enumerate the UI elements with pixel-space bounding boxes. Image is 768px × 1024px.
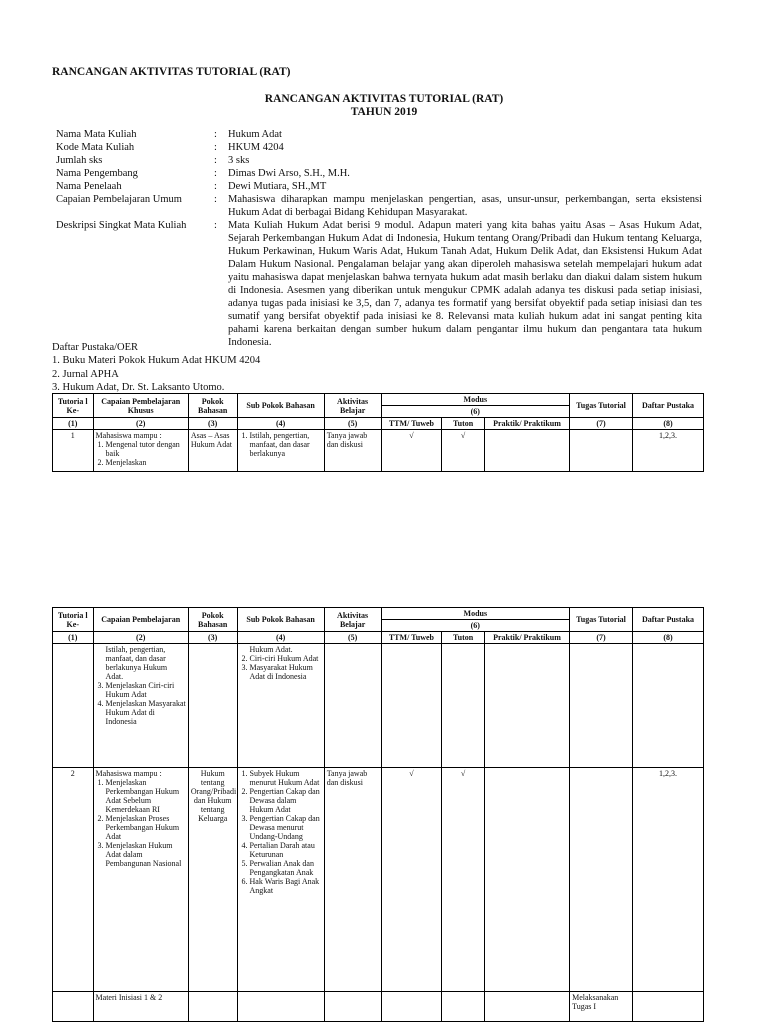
meta-value-description: Mata Kuliah Hukum Adat berisi 9 modul. Adapun materi yang kita bahas yaitu Asas – Asas Hukum Adat, Sejarah Perkembangan Hukum Adat di Indonesia, Hukum tentang Orang/Pribadi dan Hukum tentang Keluarga, Hukum Perkawinan, Hukum Waris Adat, Hukum Tanah Adat, Hukum Delik Adat, dan Eksistensi Hukum Adat Dalam Hukum Nasional. Pengalaman belajar yang akan diperoleh mahasiswa setelah mempelajari hukum adat yaitu mahasiswa dapat menjelaskan bahwa ternyata hukum adat masih berlaku dan diakui dalam sistem hukum di Indonesia. Asesmen yang diberikan untuk mengukur CPMK adalah adanya tes diskusi pada setiap inisiasi, adanya tugas pada inisiasi ke 3,5, dan 7, adanya tes formatif yang bersifat obyektif pada setiap inisiasi dan tes sumatif yang bersifat obyektif pada inisiasi ke 8. Relevansi mata kuliah hukum adat ini sangat penting kita pahami karena berkaitan dengan sumber hukum dalam pengantar ilmu hukum dan pengantara tata hukum Indonesia. — [228, 220, 702, 348]
col-num: (1) — [53, 418, 94, 430]
header-aktivitas: Aktivitas Belajar — [324, 394, 381, 418]
col-num: (1) — [53, 632, 94, 644]
col-num: (5) — [324, 632, 381, 644]
header-tuton: Tuton — [442, 632, 485, 644]
header-modus — [381, 394, 570, 406]
cell-pustaka — [632, 992, 703, 1022]
capaian-item: 2. Menjelaskan Proses Perkembangan Hukum Adat — [106, 814, 186, 841]
header-capaian: Capaian Pembelajaran Khusus — [93, 394, 188, 418]
meta-value-reviewer: Dewi Mutiara, SH.,MT — [228, 181, 327, 192]
meta-label-course-name: Nama Mata Kuliah — [56, 129, 137, 140]
meta-label-description: Deskripsi Singkat Mata Kuliah — [56, 220, 187, 231]
cell-aktivitas — [324, 644, 381, 768]
capaian-intro: Mahasiswa mampu : — [95, 769, 162, 778]
sub-pokok-item: 3. Masyarakat Hukum Adat di Indonesia — [250, 663, 322, 681]
header-modus-label: Modus — [463, 395, 488, 404]
col-num: (3) — [188, 632, 237, 644]
sub-pokok-item: 2. Pengertian Cakap dan Dewasa dalam Hukum Adat — [250, 787, 322, 814]
cell-ttm — [381, 644, 442, 768]
sub-pokok-item: 1. Istilah, pengertian, manfaat, dan dasar berlakunya — [250, 431, 322, 458]
cell-sub-pokok — [237, 768, 324, 992]
cell-ttm — [381, 992, 442, 1022]
rat-table-page1 — [52, 393, 704, 472]
header-pokok: Pokok Bahasan — [188, 608, 237, 632]
cell-pokok — [188, 644, 237, 768]
cell-tuton — [442, 992, 485, 1022]
cell-sub-pokok — [237, 644, 324, 768]
col-num: (5) — [324, 418, 381, 430]
cell-tutorial-no — [53, 992, 94, 1022]
cell-aktivitas — [324, 992, 381, 1022]
header-praktik: Praktik/ Praktikum — [484, 632, 569, 644]
cell-pustaka — [632, 644, 703, 768]
cell-aktivitas: Tanya jawab dan diskusi — [324, 768, 381, 992]
meta-value-course-code: HKUM 4204 — [228, 142, 284, 153]
meta-colon: : — [214, 168, 217, 179]
cell-tuton-check: √ — [442, 768, 485, 992]
cell-pokok — [188, 992, 237, 1022]
sub-pokok-item: 2. Ciri-ciri Hukum Adat — [250, 654, 322, 663]
cell-capaian — [93, 644, 188, 768]
header-tutorial: Tutoria l Ke- — [53, 608, 94, 632]
cell-sub-pokok — [237, 430, 324, 472]
meta-value-developer: Dimas Dwi Arso, S.H., M.H. — [228, 168, 350, 179]
reference-item: 1. Buku Materi Pokok Hukum Adat HKUM 4204 — [52, 355, 261, 366]
reference-item: 2. Jurnal APHA — [52, 368, 119, 380]
cell-capaian — [93, 768, 188, 992]
cell-aktivitas: Tanya jawab dan diskusi — [324, 430, 381, 472]
header-praktik: Praktik/ Praktikum — [484, 418, 569, 430]
meta-label-course-code: Kode Mata Kuliah — [56, 142, 135, 153]
cell-capaian: Materi Inisiasi 1 & 2 — [93, 992, 188, 1022]
header-tugas: Tugas Tutorial — [570, 608, 633, 632]
meta-label-developer: Nama Pengembang — [56, 168, 138, 179]
header-tutorial: Tutoria l Ke- — [53, 394, 94, 418]
col-num: (7) — [570, 418, 633, 430]
reference-item: 3. Hukum Adat, Dr. St. Laksanto Utomo. — [52, 382, 225, 393]
capaian-item: 3. Menjelaskan Ciri-ciri Hukum Adat — [106, 681, 186, 699]
table-row — [53, 430, 704, 472]
capaian-item: 3. Menjelaskan Hukum Adat dalam Pembangunan Nasional — [106, 841, 186, 868]
col-num: (7) — [570, 632, 633, 644]
header-tuton: Tuton — [442, 418, 485, 430]
cell-sub-pokok — [237, 992, 324, 1022]
meta-label-reviewer: Nama Penelaah — [56, 181, 122, 192]
cell-tutorial-no: 2 — [53, 768, 94, 992]
capaian-intro: Mahasiswa mampu : — [95, 431, 162, 440]
meta-value-credits: 3 sks — [228, 155, 250, 166]
meta-colon: : — [214, 181, 217, 192]
cell-ttm-check: √ — [381, 430, 442, 472]
col-num: (2) — [93, 418, 188, 430]
header-capaian: Capaian Pembelajaran — [93, 608, 188, 632]
col-num: (8) — [632, 632, 703, 644]
page-subtitle-year: TAHUN 2019 — [350, 106, 418, 118]
meta-label-credits: Jumlah sks — [56, 155, 103, 166]
cell-tutorial-no — [53, 644, 94, 768]
meta-colon: : — [214, 220, 217, 231]
cell-pustaka: 1,2,3. — [632, 768, 703, 992]
cell-ttm-check: √ — [381, 768, 442, 992]
cell-praktik — [484, 768, 569, 992]
header-sub-pokok: Sub Pokok Bahasan — [237, 394, 324, 418]
cell-praktik — [484, 644, 569, 768]
header-aktivitas: Aktivitas Belajar — [324, 608, 381, 632]
cell-pokok: Asas – Asas Hukum Adat — [188, 430, 237, 472]
table-row — [53, 992, 704, 1022]
table-row — [53, 768, 704, 992]
cell-pokok: Hukum tentang Orang/Pribadi dan Hukum tentang Keluarga — [188, 768, 237, 992]
cell-praktik — [484, 992, 569, 1022]
meta-value-course-name: Hukum Adat — [228, 129, 282, 140]
page-title: RANCANGAN AKTIVITAS TUTORIAL (RAT) — [264, 93, 504, 105]
cell-tugas — [570, 768, 633, 992]
sub-pokok-item: 6. Hak Waris Bagi Anak Angkat — [250, 877, 322, 895]
sub-pokok-continued-text: Hukum Adat. — [249, 645, 293, 654]
sub-pokok-item: 3. Pengertian Cakap dan Dewasa menurut Undang-Undang — [250, 814, 322, 841]
header-daftar: Daftar Pustaka — [632, 394, 703, 418]
col-num: (3) — [188, 418, 237, 430]
cell-capaian — [93, 430, 188, 472]
capaian-continued-text: Istilah, pengertian, manfaat, dan dasar berlakunya Hukum Adat. — [105, 645, 168, 681]
col-num: (8) — [632, 418, 703, 430]
meta-colon: : — [214, 194, 217, 205]
cell-tugas: Melaksanakan Tugas I — [570, 992, 633, 1022]
header-sub-pokok: Sub Pokok Bahasan — [237, 608, 324, 632]
meta-value-general-outcome: Mahasiswa diharapkan mampu menjelaskan pengertian, asas, unsur-unsur, perkembangan, serta eksistensi Hukum Adat di berbagai Bidang Kehidupan Masyarakat. — [228, 194, 702, 218]
header-daftar: Daftar Pustaka — [632, 608, 703, 632]
cell-pustaka: 1,2,3. — [632, 430, 703, 472]
col-num: (4) — [237, 418, 324, 430]
capaian-item: 2. Menjelaskan — [106, 458, 186, 467]
capaian-item: 4. Menjelaskan Masyarakat Hukum Adat di Indonesia — [106, 699, 186, 726]
cell-tugas — [570, 644, 633, 768]
sub-pokok-item: 5. Perwalian Anak dan Pengangkatan Anak — [250, 859, 322, 877]
sub-pokok-item: 4. Pertalian Darah atau Keturunan — [250, 841, 322, 859]
table-row — [53, 644, 704, 768]
cell-tuton-check: √ — [442, 430, 485, 472]
header-modus: Modus — [381, 608, 570, 620]
cell-tugas — [570, 430, 633, 472]
reference-list — [52, 354, 260, 395]
meta-colon: : — [214, 142, 217, 153]
capaian-item: 1. Menjelaskan Perkembangan Hukum Adat Sebelum Kemerdekaan RI — [106, 778, 186, 814]
cell-praktik — [484, 430, 569, 472]
header-modus-number: (6) — [381, 406, 570, 418]
cell-tutorial-no: 1 — [53, 430, 94, 472]
header-pokok: Pokok Bahasan — [188, 394, 237, 418]
sub-pokok-item: 1. Subyek Hukum menurut Hukum Adat — [250, 769, 322, 787]
header-ttm: TTM/ Tuweb — [381, 632, 442, 644]
meta-colon: : — [214, 155, 217, 166]
capaian-item: 1. Mengenal tutor dengan baik — [106, 440, 186, 458]
header-tugas: Tugas Tutorial — [570, 394, 633, 418]
reference-list-title: Daftar Pustaka/OER — [52, 342, 139, 353]
col-num: (2) — [93, 632, 188, 644]
meta-colon: : — [214, 129, 217, 140]
header-modus-number: (6) — [381, 620, 570, 632]
meta-label-general-outcome: Capaian Pembelajaran Umum — [56, 194, 182, 205]
header-ttm: TTM/ Tuweb — [381, 418, 442, 430]
cell-tuton — [442, 644, 485, 768]
col-num: (4) — [237, 632, 324, 644]
rat-table-page2 — [52, 607, 704, 1022]
document-heading: RANCANGAN AKTIVITAS TUTORIAL (RAT) — [52, 66, 291, 78]
